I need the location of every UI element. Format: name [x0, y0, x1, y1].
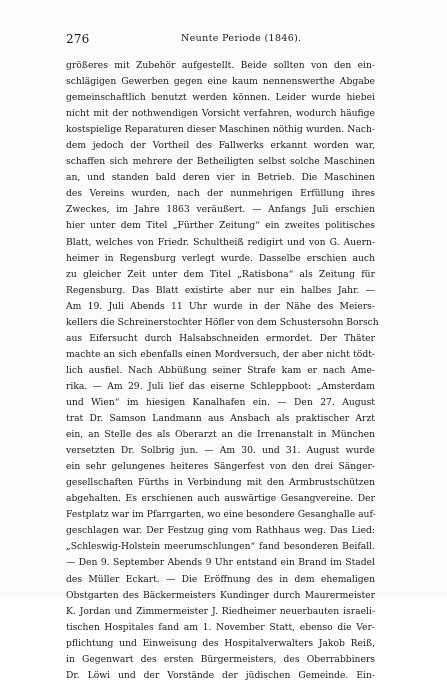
text-line: — Den 9. September Abends 9 Uhr entstand ein Brand im Stadel	[66, 557, 375, 569]
text-line: gesellschaften Fürths in Verbindung mit den Armbrustschützen	[66, 477, 375, 489]
text-line: und Wien“ im hiesigen Kanalhafen ein. — Den 27. August	[66, 396, 375, 408]
text-line: heimer in Regensburg verlegt wurde. Dasselbe erschien auch	[66, 252, 375, 264]
body-text	[66, 58, 379, 684]
text-line: tischen Hospitales fand am 1. November Statt, ebenso die Ver-	[66, 621, 375, 633]
text-line: kostspielige Reparaturen dieser Maschinen nöthig wurden. Nach-	[66, 124, 375, 136]
text-line: Zweckes, im Jahre 1863 veräußert. — Anfangs Juli erschien	[66, 204, 375, 216]
page-number: 276	[66, 32, 90, 46]
text-line: Festplatz war im Pfarrgarten, wo eine besondere Gesanghalle auf-	[66, 509, 376, 521]
text-line: lich ausfiel. Nach Abbüßung seiner Strafe kam er nach Ame-	[66, 364, 375, 376]
text-line: aus Eifersucht durch Halsabschneiden ermordet. Der Thäter	[66, 332, 375, 344]
text-line: „Schleswig-Holstein meerumschlungen“ fand besonderen Beifall.	[66, 541, 375, 553]
text-line: machte an sich ebenfalls einen Mordversuch, der aber nicht tödt-	[66, 348, 375, 360]
text-line: abgehalten. Es erschienen auch auswärtige Gesangvereine. Der	[66, 493, 375, 505]
text-line: gemeinschaftlich benutzt werden können. Leider wurde hiebei	[66, 92, 375, 104]
text-line: geschlagen war. Der Festzug ging vom Rathhaus weg. Das Lied:	[66, 525, 375, 537]
text-line: größeres mit Zubehör aufgestellt. Beide sollten von den ein-	[66, 60, 375, 71]
text-line: trat Dr. Samson Landmann aus Ansbach als praktischer Arzt	[66, 413, 375, 425]
text-line: rika. — Am 29. Juli lief das eiserne Schleppboot: „Amsterdam	[66, 380, 375, 392]
text-line: ein, an Stelle des als Oberarzt an die Irrenanstalt in München	[66, 429, 375, 441]
page-header	[66, 29, 375, 49]
text-line: K. Jordan und Zimmermeister J. Riedheimer neuerbauten israeli-	[66, 605, 375, 617]
text-line: Regensburg. Das Blatt existirte aber nur ein halbes Jahr. —	[66, 284, 375, 296]
text-line: kellers die Schreinerstochter Höfler von dem Schustersohn Borsch	[66, 316, 379, 328]
text-line: in Gegenwart des ersten Bürgermeisters, des Oberrabbiners	[66, 653, 375, 665]
text-line: an, und standen bald deren vier in Betrieb. Die Maschinen	[66, 172, 375, 184]
text-line: Dr. Löwi und der Vorstände der jüdischen Gemeinde. Ein-	[66, 669, 375, 681]
text-line: Obstgarten des Bäckermeisters Kundinger durch Maurermeister	[66, 589, 375, 601]
text-line: pflichtung und Einweisung des Hospitalverwalters Jakob Reiß,	[66, 637, 375, 649]
text-line: zu gleicher Zeit unter dem Titel „Ratisbona“ als Zeitung für	[66, 268, 375, 280]
running-head: Neunte Periode (1846).	[181, 33, 302, 44]
text-line: schlägigen Gewerben gegen eine kaum nennenswerthe Abgabe	[66, 76, 375, 88]
text-line: versetzten Dr. Solbrig jun. — Am 30. und 31. August wurde	[66, 445, 375, 457]
text-line: ein sehr gelungenes heiteres Sängerfest von den drei Sänger-	[66, 461, 375, 473]
text-line: des Müller Eckart. — Die Eröffnung des in dem ehemaligen	[66, 573, 375, 585]
text-line: hier unter dem Titel „Fürther Zeitung“ ein zweites politisches	[66, 220, 375, 232]
text-line: nicht mit der nothwendigen Vorsicht verfahren, wodurch häufige	[66, 108, 375, 120]
text-line: Am 19. Juli Abends 11 Uhr wurde in der Nähe des Meiers-	[66, 300, 375, 312]
text-line: Blatt, welches von Friedr. Schultheiß redigirt und von G. Auern-	[66, 236, 375, 248]
text-line: schaffen sich mehrere der Betheiligten selbst solche Maschinen	[66, 156, 375, 168]
text-line: dem jedoch der Vortheil des Fallwerks erkannt worden war,	[66, 140, 375, 152]
text-line: des Vereins wurden, nach der nunmehrigen Erfüllung ihres	[66, 188, 375, 200]
